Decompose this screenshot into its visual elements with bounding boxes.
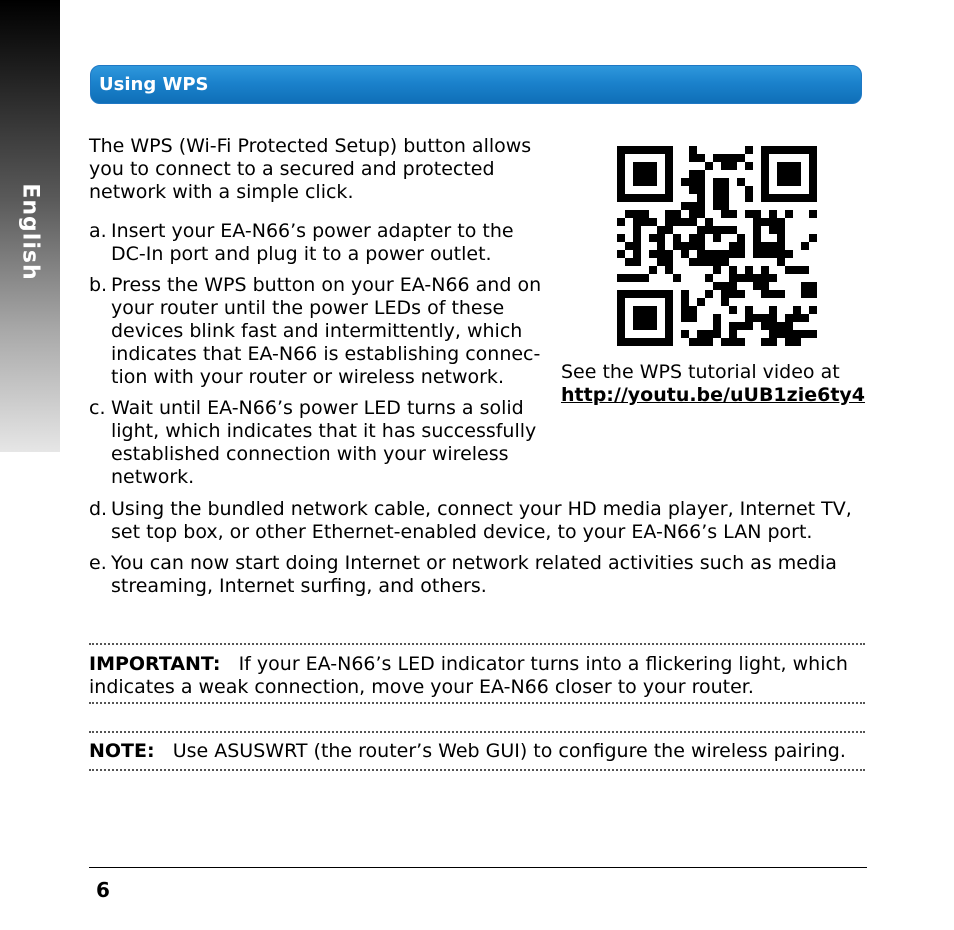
important-notice xyxy=(89,653,865,699)
language-side-tab xyxy=(0,0,60,452)
step-letter: e. xyxy=(89,552,107,574)
important-text: If your EA-N66’s LED indicator turns into a flickering light, which indicates a weak connection, move your EA-N66 closer to your router. xyxy=(89,653,848,698)
note-top-divider xyxy=(89,731,865,733)
step-text: Press the WPS button on your EA-N66 and on your router until the power LEDs of these devices blink fast and intermittently, which indicates that EA-N66 is establishing connec-tion with your router or wireless network. xyxy=(111,274,542,388)
qr-caption: See the WPS tutorial video at xyxy=(561,361,840,383)
note-bottom-divider xyxy=(89,769,865,771)
note-text: Use ASUSWRT (the router’s Web GUI) to configure the wireless pairing. xyxy=(172,740,846,762)
step-text: Using the bundled network cable, connect your HD media player, Internet TV, set top box, or other Ethernet-enabled device, to your EA-N66’s LAN port. xyxy=(111,498,852,543)
page-number: 6 xyxy=(96,878,110,902)
step-text: You can now start doing Internet or network related activities such as media streaming, Internet surfing, and others. xyxy=(111,552,837,597)
language-label: English xyxy=(17,183,43,281)
step-letter: a. xyxy=(89,220,107,242)
section-title: Using WPS xyxy=(99,74,209,95)
important-label: IMPORTANT: xyxy=(89,653,221,675)
step-text: Insert your EA-N66’s power adapter to the DC-In port and plug it to a power outlet. xyxy=(111,220,514,265)
important-bottom-divider xyxy=(89,702,865,704)
qr-caption-block xyxy=(561,361,866,407)
step-letter: b. xyxy=(89,274,108,296)
footer-rule xyxy=(89,867,867,868)
video-link[interactable]: http://youtu.be/uUB1zie6ty4 xyxy=(561,384,866,406)
step-text: Wait until EA-N66’s power LED turns a solid light, which indicates that it has successfully established connection with your wireless network. xyxy=(111,397,537,488)
step-letter: d. xyxy=(89,498,108,520)
section-header xyxy=(90,65,862,104)
note-label: NOTE: xyxy=(89,740,155,762)
intro-paragraph: The WPS (Wi-Fi Protected Setup) button allows you to connect to a secured and protected network with a simple click. xyxy=(89,135,532,203)
important-top-divider xyxy=(89,643,865,645)
note-notice xyxy=(89,740,865,763)
step-letter: c. xyxy=(89,397,106,419)
qr-code-icon xyxy=(617,146,817,346)
